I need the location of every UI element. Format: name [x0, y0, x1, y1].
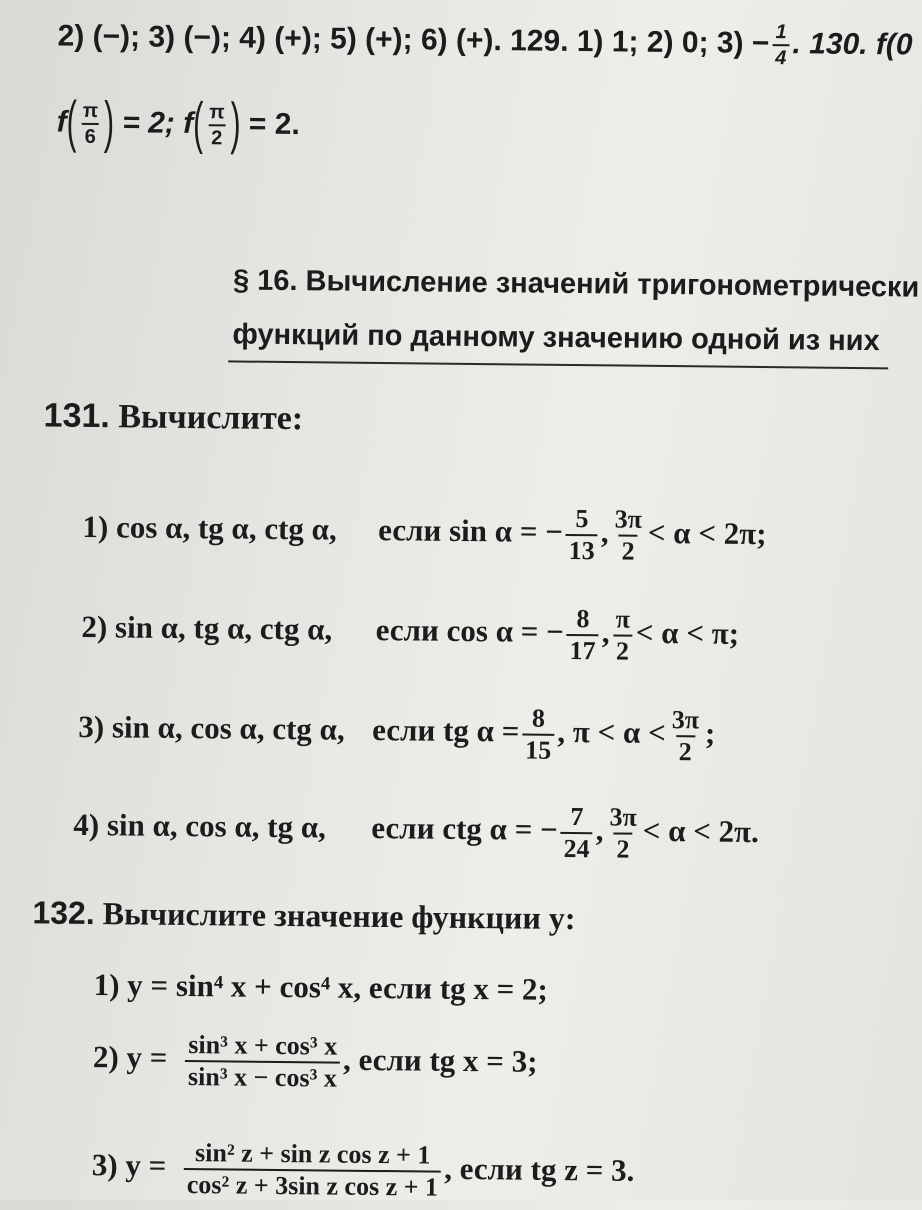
pi-six-num: π: [82, 99, 99, 123]
section-title-1: Вычисление значений тригонометрически: [305, 265, 920, 304]
problem-132-header: [32, 894, 576, 937]
f-symbol: f: [56, 105, 67, 139]
item-condition: если tg α =: [372, 712, 520, 749]
problem-131-item-2: [81, 601, 739, 666]
problem-132-prompt: Вычислите значение функции y:: [102, 895, 576, 937]
pi-over-6: [79, 101, 101, 147]
problem-131-prompt: Вычислите:: [118, 398, 304, 438]
frac-den: 2: [613, 634, 632, 664]
item-sep: ,: [601, 614, 610, 650]
frac-num: 8: [531, 703, 546, 733]
section-title-line-2: функций по данному значению одной из них: [232, 318, 880, 358]
problem-132-number: 132.: [32, 894, 95, 932]
item-2-fraction: [185, 1032, 340, 1092]
item-label: 2) y =: [92, 1039, 168, 1075]
answers-line: [57, 15, 912, 70]
problem-131-header: [43, 398, 303, 436]
frac-den: 2: [613, 832, 632, 862]
item-tail: < α < π;: [635, 614, 740, 651]
frac-num: 3π: [609, 802, 638, 832]
pi-two-num: π: [209, 101, 225, 124]
frac-num: 8: [576, 604, 590, 634]
answers-text: 2) (−); 3) (−); 4) (+); 5) (+); 6) (+). 129. 1) 1; 2) 0; 3) −: [57, 19, 770, 60]
pi-two-den: 2: [208, 124, 225, 148]
item-condition: если sin α = −: [378, 512, 564, 550]
frac-num: sin² z + sin z cos z + 1: [194, 1138, 431, 1170]
item-sep: ,: [600, 514, 609, 550]
item-tail: , если tg z = 3.: [444, 1150, 635, 1188]
frac-num: 7: [570, 802, 584, 832]
frac-num: π: [615, 604, 631, 634]
answers-frac-num: 1: [775, 21, 787, 44]
f-eq-1: = 2; f: [113, 106, 194, 140]
item-tail: < α < 2π;: [647, 514, 767, 552]
frac-num: 3π: [671, 705, 700, 735]
pi-six-den: 6: [82, 123, 99, 147]
answers-frac-den: 4: [772, 44, 789, 68]
problem-131-number: 131.: [43, 396, 111, 436]
item-label: 3) y =: [91, 1147, 167, 1183]
answers-tail: . 130. f(0: [792, 27, 913, 62]
problem-132-item-2: [93, 1031, 538, 1094]
item-condition: если ctg α = −: [371, 810, 558, 847]
problem-132-item-3: [91, 1139, 634, 1203]
frac-den: 17: [567, 634, 599, 664]
item-tail: ;: [704, 715, 716, 751]
item-sep: ,: [595, 812, 604, 848]
item-3-fraction: [184, 1140, 442, 1201]
answers-fraction: [772, 22, 790, 68]
problem-132-item-1: 1) y = sin⁴ x + cos⁴ x, если tg x = 2;: [93, 967, 549, 1007]
item-label: 1) cos α, tg α, ctg α,: [82, 509, 337, 547]
item-label: 3) sin α, cos α, ctg α,: [78, 708, 345, 747]
item-sep: , π < α <: [557, 713, 666, 751]
item-label: 2) sin α, tg α, ctg α,: [81, 608, 333, 647]
pi-over-2: [206, 102, 228, 148]
section-underline: [228, 360, 888, 369]
frac-num: sin³ x + cos³ x: [188, 1030, 338, 1061]
item-tail: , если tg x = 3;: [342, 1041, 538, 1079]
frac-den: cos² z + 3sin z cos z + 1: [184, 1168, 441, 1201]
frac-num: 3π: [614, 504, 643, 534]
f-eq-2: = 2.: [240, 107, 300, 142]
frac-den: sin³ x − cos³ x: [185, 1060, 340, 1092]
section-number: § 16.: [232, 264, 298, 298]
frac-den: 2: [618, 535, 637, 565]
item-label: 4) sin α, cos α, tg α,: [73, 806, 327, 845]
frac-num: 5: [575, 504, 589, 534]
problem-131-item-4: [73, 799, 759, 864]
problem-131-item-1: [82, 501, 767, 566]
problem-131-item-3: [78, 701, 716, 766]
frac-den: 2: [676, 735, 695, 765]
item-tail: < α < 2π.: [642, 812, 760, 850]
section-title-line-1: [233, 266, 920, 302]
frac-den: 24: [560, 832, 592, 862]
item-condition: если cos α = −: [375, 612, 565, 650]
frac-den: 13: [566, 534, 598, 564]
frac-den: 15: [522, 734, 554, 764]
f-values-line: f( $\frac{\pi}{6}$ ) = 2; f( $\frac{\pi}{2}$ ) = 2.: [56, 91, 300, 156]
